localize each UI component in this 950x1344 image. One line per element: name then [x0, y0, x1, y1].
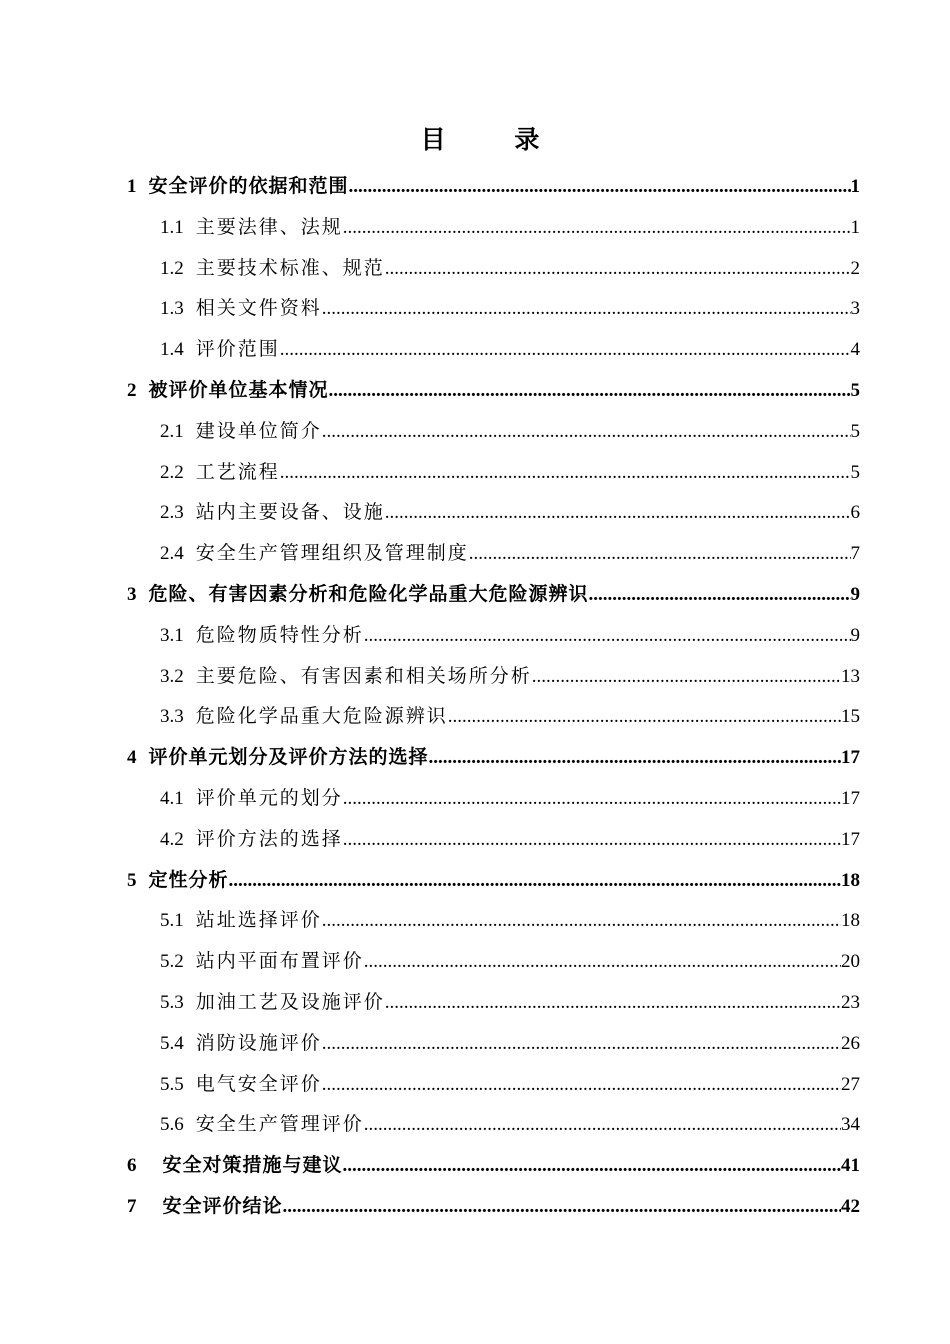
toc-page-number: 34	[841, 1114, 860, 1136]
toc-entry-2-3[interactable]	[127, 492, 860, 533]
toc-number: 5	[127, 869, 137, 891]
toc-heading: 主要技术标准、规范	[195, 256, 385, 279]
toc-heading: 站内平面布置评价	[195, 950, 364, 973]
toc-heading: 站址选择评价	[195, 909, 322, 932]
toc-page-number: 17	[841, 787, 860, 809]
toc-number: 5.2	[160, 951, 184, 973]
dot-leader	[364, 616, 851, 656]
dot-leader	[469, 534, 851, 574]
toc-number: 2.2	[160, 461, 184, 483]
dot-leader	[385, 493, 851, 533]
toc-page-number: 17	[841, 747, 860, 769]
toc-page-number: 5	[850, 461, 860, 483]
toc-number: 1.2	[160, 257, 184, 279]
toc-page-number: 1	[850, 216, 860, 238]
toc-entry-1-4[interactable]	[127, 329, 860, 370]
toc-entry-7[interactable]	[127, 1186, 860, 1227]
toc-entry-2-4[interactable]	[127, 533, 860, 574]
toc-number: 1.3	[160, 298, 184, 320]
toc-number: 5.5	[160, 1073, 184, 1095]
toc-heading: 电气安全评价	[195, 1072, 322, 1095]
toc-entry-6[interactable]	[127, 1145, 860, 1186]
toc-entry-1-3[interactable]	[127, 288, 860, 329]
toc-entry-5-2[interactable]	[127, 941, 860, 982]
toc-number: 3	[127, 583, 137, 605]
dot-leader	[322, 289, 851, 329]
dot-leader	[343, 1146, 841, 1186]
toc-entry-5-5[interactable]	[127, 1064, 860, 1105]
toc-heading: 评价范围	[195, 338, 280, 361]
toc-number: 2.4	[160, 543, 184, 565]
toc-page-number: 18	[841, 910, 860, 932]
dot-leader	[322, 901, 841, 941]
toc-entry-5-3[interactable]	[127, 982, 860, 1023]
toc-number: 3.1	[160, 624, 184, 646]
dot-leader	[364, 1105, 841, 1145]
toc-number: 1.4	[160, 339, 184, 361]
toc-page-number: 18	[841, 869, 860, 891]
toc-entry-2[interactable]	[127, 370, 860, 411]
toc-number: 5.6	[160, 1114, 184, 1136]
dot-leader	[589, 575, 851, 615]
toc-page-number: 3	[850, 298, 860, 320]
toc-heading: 主要法律、法规	[195, 215, 343, 238]
toc-page-number: 23	[841, 991, 860, 1013]
toc-page-number: 15	[841, 706, 860, 728]
toc-heading: 危险、有害因素分析和危险化学品重大危险源辨识	[148, 582, 589, 605]
toc-heading: 安全生产管理组织及管理制度	[195, 542, 469, 565]
toc-entry-2-2[interactable]	[127, 452, 860, 493]
dot-leader	[385, 983, 841, 1023]
toc-heading: 定性分析	[148, 868, 229, 891]
toc-heading: 站内主要设备、设施	[195, 501, 385, 524]
dot-leader	[343, 779, 841, 819]
dot-leader	[385, 249, 851, 289]
toc-page-number: 1	[850, 176, 860, 197]
toc-number: 3.3	[160, 706, 184, 728]
toc-page-number: 26	[841, 1032, 860, 1054]
dot-leader	[322, 1065, 841, 1105]
dot-leader	[283, 1187, 841, 1227]
toc-heading: 评价方法的选择	[195, 827, 343, 850]
toc-heading: 工艺流程	[195, 460, 280, 483]
toc-number: 1	[127, 176, 137, 197]
toc-number: 5.3	[160, 991, 184, 1013]
toc-number: 5.4	[160, 1032, 184, 1054]
toc-page-number: 20	[841, 951, 860, 973]
toc-heading: 安全评价的依据和范围	[148, 175, 349, 197]
toc-number: 2.1	[160, 420, 184, 442]
toc-entry-5-4[interactable]	[127, 1023, 860, 1064]
dot-leader	[280, 453, 851, 493]
dot-leader	[329, 371, 851, 411]
dot-leader	[429, 738, 841, 778]
toc-entry-1-2[interactable]	[127, 248, 860, 289]
toc-entry-1-1[interactable]	[127, 207, 860, 248]
toc-entry-4-1[interactable]	[127, 778, 860, 819]
toc-page-number: 2	[850, 257, 860, 279]
toc-page-number: 5	[850, 379, 860, 401]
toc-page-number: 13	[841, 665, 860, 687]
dot-leader	[322, 1024, 841, 1064]
dot-leader	[448, 697, 841, 737]
toc-heading: 被评价单位基本情况	[148, 378, 329, 401]
toc-number: 4	[127, 747, 137, 769]
dot-leader	[343, 208, 851, 248]
toc-page-number: 9	[850, 624, 860, 646]
toc-number: 7	[127, 1195, 137, 1217]
toc-page-number: 7	[850, 543, 860, 565]
toc-entry-3-2[interactable]	[127, 656, 860, 697]
toc-page-number: 4	[850, 339, 860, 361]
toc-heading: 加油工艺及设施评价	[195, 990, 385, 1013]
toc-heading: 安全对策措施与建议	[162, 1154, 343, 1177]
toc-entry-5[interactable]	[127, 860, 860, 901]
toc-entry-4-2[interactable]	[127, 819, 860, 860]
toc-entry-3[interactable]	[127, 574, 860, 615]
dot-leader	[229, 861, 841, 901]
toc-number: 6	[127, 1155, 137, 1177]
dot-leader	[280, 330, 851, 370]
toc-entry-3-3[interactable]	[127, 696, 860, 737]
table-of-contents	[127, 166, 860, 1227]
toc-number: 2	[127, 379, 137, 401]
toc-heading: 危险化学品重大危险源辨识	[195, 705, 448, 728]
toc-number: 1.1	[160, 216, 184, 238]
toc-heading: 建设单位简介	[195, 419, 322, 442]
toc-page-number: 41	[841, 1155, 860, 1177]
dot-leader	[349, 167, 851, 207]
toc-heading: 危险物质特性分析	[195, 623, 364, 646]
toc-number: 4.2	[160, 828, 184, 850]
toc-heading: 主要危险、有害因素和相关场所分析	[195, 664, 532, 687]
toc-number: 3.2	[160, 665, 184, 687]
toc-page-number: 42	[841, 1195, 860, 1217]
toc-heading: 评价单元的划分	[195, 786, 343, 809]
toc-entry-5-6[interactable]	[127, 1104, 860, 1145]
toc-heading: 消防设施评价	[195, 1031, 322, 1054]
toc-entry-1[interactable]	[127, 166, 860, 207]
toc-entry-2-1[interactable]	[127, 411, 860, 452]
toc-entry-4[interactable]	[127, 737, 860, 778]
toc-number: 2.3	[160, 502, 184, 524]
toc-entry-5-1[interactable]	[127, 900, 860, 941]
toc-entry-3-1[interactable]	[127, 615, 860, 656]
toc-page-number: 6	[850, 502, 860, 524]
toc-page-number: 9	[850, 583, 860, 605]
toc-heading: 安全生产管理评价	[195, 1113, 364, 1136]
toc-page-number: 17	[841, 828, 860, 850]
toc-heading: 相关文件资料	[195, 297, 322, 320]
toc-page-number: 5	[850, 420, 860, 442]
toc-heading: 评价单元划分及评价方法的选择	[148, 746, 429, 769]
toc-number: 5.1	[160, 910, 184, 932]
toc-number: 4.1	[160, 787, 184, 809]
dot-leader	[343, 820, 841, 860]
dot-leader	[364, 942, 841, 982]
toc-page-number: 27	[841, 1073, 860, 1095]
page-title: 目 录	[420, 125, 570, 154]
toc-heading: 安全评价结论	[162, 1194, 283, 1217]
dot-leader	[322, 412, 851, 452]
dot-leader	[532, 657, 841, 697]
